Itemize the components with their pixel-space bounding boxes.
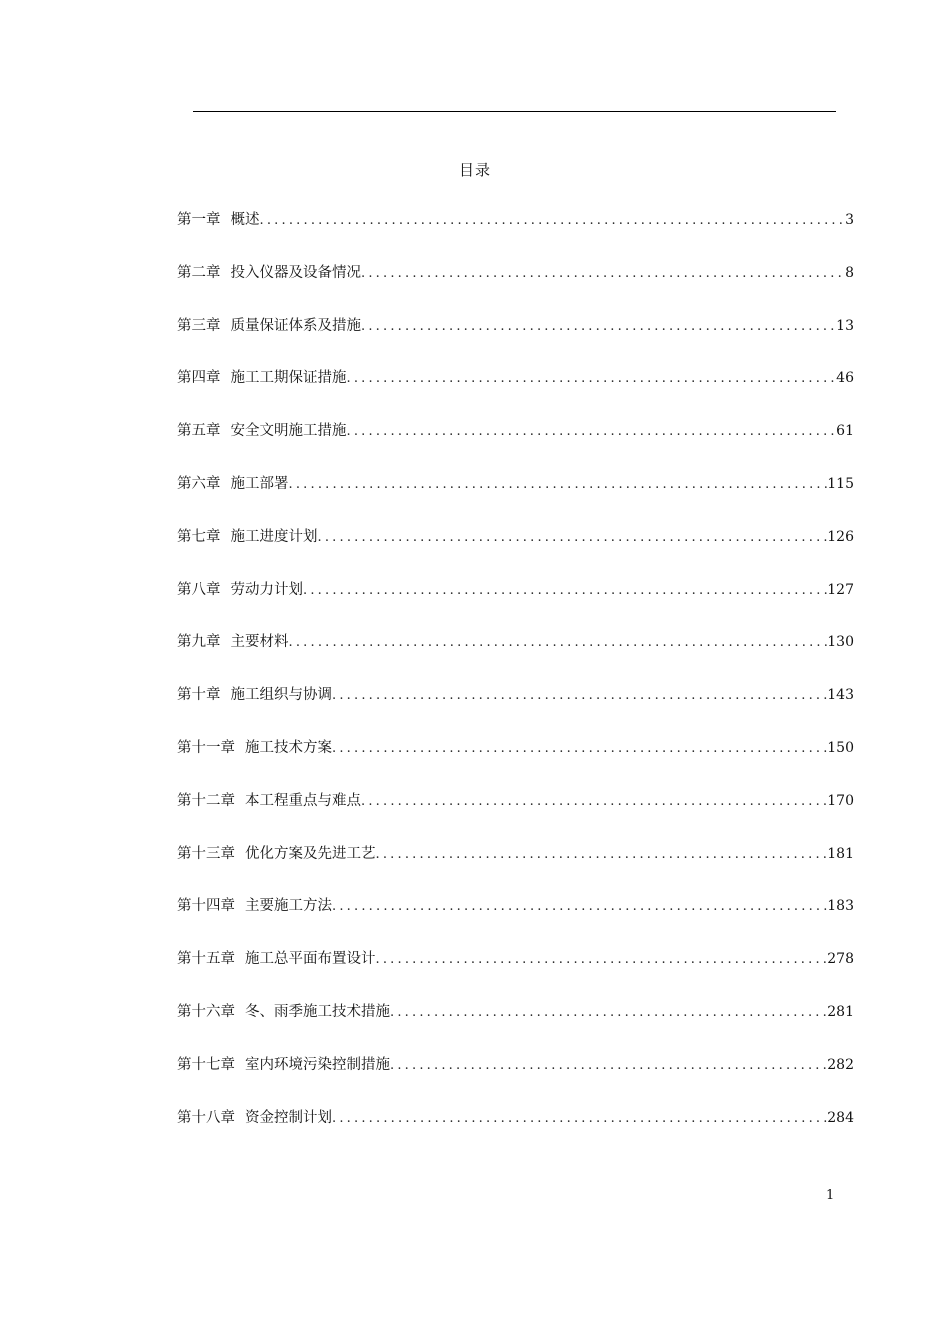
toc-chapter-number: 第三章: [177, 317, 221, 334]
toc-chapter-number: 第七章: [177, 528, 221, 545]
toc-dot-leader: [289, 477, 828, 492]
toc-chapter-number: 第十七章: [177, 1056, 235, 1073]
toc-page-number: 8: [845, 264, 854, 281]
toc-entry[interactable]: [177, 578, 854, 631]
toc-page-number: 284: [827, 1109, 854, 1126]
toc-dot-leader: [361, 794, 827, 809]
toc-entry[interactable]: [177, 314, 854, 367]
toc-entry[interactable]: [177, 525, 854, 578]
toc-chapter-title: 施工工期保证措施: [230, 370, 347, 387]
footer-page-number: 1: [826, 1188, 835, 1203]
toc-chapter-title: 投入仪器及设备情况: [230, 264, 361, 281]
toc-chapter-title: 概述: [230, 212, 260, 228]
toc-chapter-title: 安全文明施工措施: [230, 423, 347, 440]
toc-entry[interactable]: [177, 208, 854, 261]
toc-dot-leader: [318, 530, 828, 545]
toc-chapter-number: 第六章: [177, 475, 221, 492]
toc-dot-leader: [361, 266, 845, 281]
toc-chapter-number: 第十八章: [177, 1109, 235, 1126]
toc-chapter-title: 优化方案及先进工艺: [245, 845, 376, 862]
toc-page-number: 181: [827, 845, 854, 862]
toc-entry[interactable]: [177, 1106, 854, 1159]
toc-chapter-number: 第十章: [177, 687, 221, 704]
toc-page-number: 183: [827, 898, 854, 915]
toc-entry[interactable]: [177, 419, 854, 472]
toc-chapter-title: 质量保证体系及措施: [230, 317, 361, 334]
toc-chapter-number: 第十二章: [177, 792, 235, 809]
toc-chapter-title: 施工组织与协调: [230, 687, 332, 704]
toc-dot-leader: [332, 899, 827, 914]
toc-chapter-title: 劳动力计划: [230, 581, 303, 598]
toc-chapter-number: 第八章: [177, 581, 221, 598]
toc-entry[interactable]: [177, 630, 854, 683]
toc-chapter-number: 第九章: [177, 634, 221, 651]
toc-chapter-number: 第一章: [177, 212, 221, 228]
toc-dot-leader: [303, 583, 827, 598]
toc-dot-leader: [390, 1005, 827, 1020]
toc-dot-leader: [347, 424, 837, 439]
toc-entry[interactable]: [177, 947, 854, 1000]
toc-chapter-number: 第十五章: [177, 951, 235, 968]
toc-dot-leader: [390, 1058, 827, 1073]
toc-dot-leader: [289, 635, 828, 650]
toc-page-number: 150: [827, 739, 854, 756]
toc-page-number: 126: [827, 528, 854, 545]
toc-entry[interactable]: [177, 366, 854, 419]
toc-title: 目录: [458, 161, 491, 179]
toc-chapter-number: 第二章: [177, 264, 221, 281]
toc-chapter-title: 施工进度计划: [230, 528, 318, 545]
toc-dot-leader: [332, 1111, 827, 1126]
toc-dot-leader: [376, 952, 828, 967]
toc-chapter-number: 第十四章: [177, 898, 235, 915]
toc-entry[interactable]: [177, 842, 854, 895]
toc-page-number: 61: [836, 423, 854, 440]
toc-chapter-title: 冬、雨季施工技术措施: [245, 1003, 390, 1020]
toc-entry[interactable]: [177, 1000, 854, 1053]
toc-chapter-number: 第十六章: [177, 1003, 235, 1020]
toc-chapter-title: 本工程重点与难点: [245, 792, 361, 809]
toc-chapter-title: 资金控制计划: [245, 1109, 332, 1126]
toc-page-number: 115: [827, 475, 854, 492]
toc-entry[interactable]: [177, 1053, 854, 1106]
toc-entry[interactable]: [177, 261, 854, 314]
toc-dot-leader: [347, 371, 837, 386]
toc-page-number: 281: [827, 1003, 854, 1020]
toc-page-number: 170: [827, 792, 854, 809]
toc-chapter-title: 施工总平面布置设计: [245, 951, 376, 968]
toc-chapter-title: 室内环境污染控制措施: [245, 1056, 390, 1073]
toc-entry[interactable]: [177, 789, 854, 842]
toc-page-number: 143: [827, 687, 854, 704]
toc-list: [177, 208, 854, 1158]
toc-entry[interactable]: [177, 894, 854, 947]
toc-dot-leader: [332, 741, 827, 756]
toc-chapter-number: 第十三章: [177, 845, 235, 862]
header-rule: [193, 111, 836, 112]
toc-entry[interactable]: [177, 472, 854, 525]
toc-chapter-number: 第四章: [177, 370, 221, 387]
toc-page-number: 46: [836, 370, 854, 387]
toc-dot-leader: [332, 688, 827, 703]
toc-chapter-number: 第十一章: [177, 739, 235, 756]
toc-entry[interactable]: [177, 736, 854, 789]
toc-page-number: 278: [827, 951, 854, 968]
toc-dot-leader: [376, 847, 828, 862]
toc-dot-leader: [260, 213, 846, 228]
toc-page-number: 282: [827, 1056, 854, 1073]
toc-page-number: 130: [827, 634, 854, 651]
toc-page-number: 13: [836, 317, 854, 334]
toc-chapter-title: 施工技术方案: [245, 739, 332, 756]
toc-chapter-title: 主要材料: [230, 634, 289, 651]
toc-chapter-title: 施工部署: [230, 475, 289, 492]
toc-entry[interactable]: [177, 683, 854, 736]
toc-dot-leader: [361, 319, 836, 334]
toc-chapter-title: 主要施工方法: [245, 898, 332, 915]
toc-page-number: 3: [845, 212, 854, 228]
toc-chapter-number: 第五章: [177, 423, 221, 440]
toc-page-number: 127: [827, 581, 854, 598]
